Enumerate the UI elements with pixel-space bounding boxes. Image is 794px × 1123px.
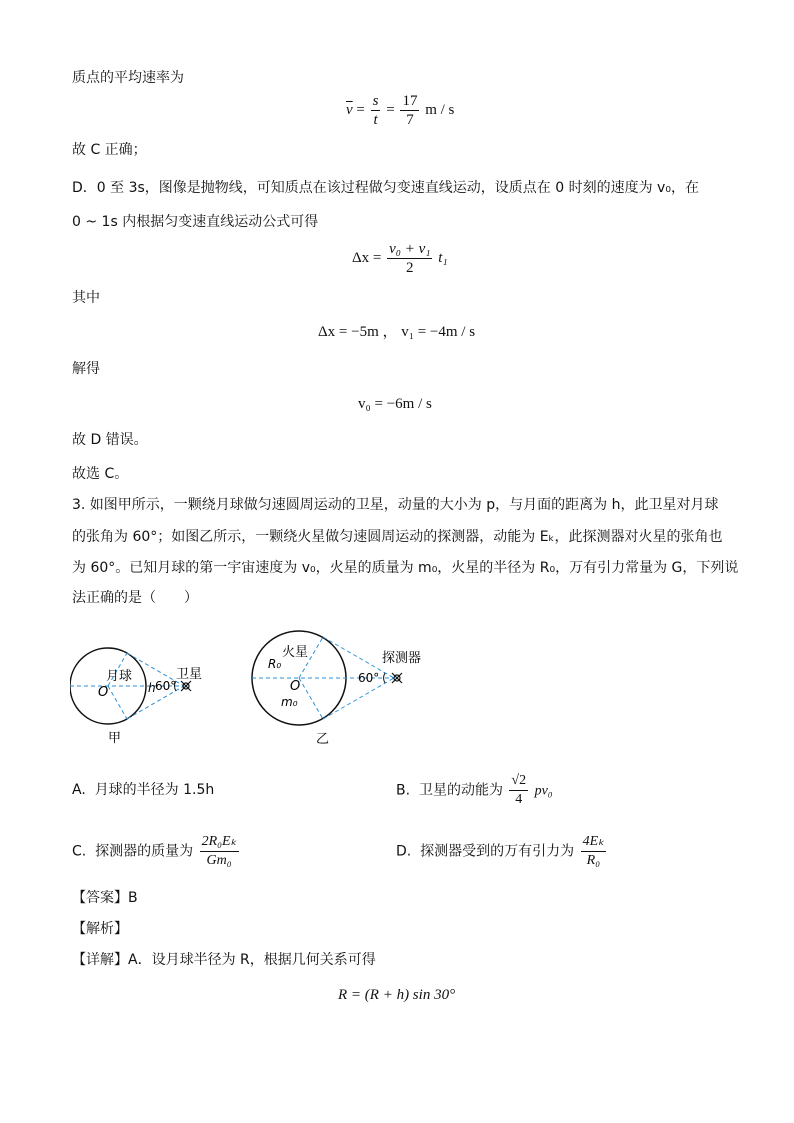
center-o-label: O bbox=[290, 679, 301, 694]
d-line-2: 0 ~ 1s 内根据匀变速直线运动公式可得 bbox=[72, 214, 319, 230]
solve-label: 解得 bbox=[72, 361, 100, 377]
probe-label: 探测器 bbox=[382, 651, 422, 666]
answer-value: B bbox=[128, 890, 138, 906]
c-correct: 故 C 正确； bbox=[72, 142, 147, 158]
option-d-fraction: $\frac{\text{4Eₖ}}{\text{R₀}}$ bbox=[582, 834, 605, 868]
detail-tag: 【详解】 bbox=[72, 952, 128, 968]
avg-rate-label: 质点的平均速率为 bbox=[72, 70, 184, 86]
values-equation: Δx = −5m ， v₁ = −4m / s bbox=[318, 324, 476, 340]
dx-equation: Δx = $\frac{\text{v₀ + v₁}}{2}$ t₁ bbox=[352, 241, 448, 276]
figure-yi bbox=[248, 622, 438, 750]
question-line-3: 为 60°。已知月球的第一宇宙速度为 v₀，火星的质量为 m₀，火星的半径为 R₀，万有引力常量为 G，下列说 bbox=[72, 560, 739, 576]
center-o-label: O bbox=[98, 685, 109, 700]
satellite-icon bbox=[181, 681, 191, 691]
option-c-fraction: $\frac{\text{2R₀Eₖ}}{\text{Gm₀}}$ bbox=[201, 834, 237, 868]
radius-label: R₀ bbox=[268, 657, 282, 671]
caption-yi: 乙 bbox=[316, 732, 330, 747]
caption-jia: 甲 bbox=[108, 731, 122, 746]
angle-label: 60° bbox=[358, 671, 380, 685]
detail-text: A．设月球半径为 R，根据几何关系可得 bbox=[128, 952, 376, 968]
v-bar: $\overline{v}$ bbox=[346, 101, 353, 118]
h-label: h bbox=[148, 681, 156, 695]
angle-arc bbox=[384, 673, 385, 683]
d-line-1: D．0 至 3s，图像是抛物线，可知质点在该过程做匀变速直线运动，设质点在 0 时刻的速度为 v₀，在 bbox=[72, 180, 699, 196]
satellite-label: 卫星 bbox=[176, 667, 203, 682]
moon-label: 月球 bbox=[106, 669, 133, 684]
unit: m / s bbox=[425, 101, 455, 118]
option-c: C. 探测器的质量为 $\frac{\text{2R₀Eₖ}}{\text{Gm₀}}$ bbox=[72, 834, 237, 868]
detail-line bbox=[72, 950, 376, 970]
avg-rate-equation: $\overline{v}$ = $\frac{s}{t}$ = $\frac{17}{7}$ m / s bbox=[346, 93, 455, 128]
option-a: A. 月球的半径为 1.5h bbox=[72, 782, 215, 798]
option-d: D. 探测器受到的万有引力为 $\frac{\text{4Eₖ}}{\text{R₀}}$ bbox=[396, 834, 605, 868]
question-line-2: 的张角为 60°；如图乙所示，一颗绕火星做匀速圆周运动的探测器，动能为 Eₖ，此探测器对火星的张角也 bbox=[72, 529, 723, 545]
value-fraction: $\frac{17}{7}$ bbox=[402, 93, 418, 128]
v0-equation: v₀ = −6m / s bbox=[358, 396, 432, 412]
radius-lower bbox=[108, 686, 127, 719]
analysis-tag: 【解析】 bbox=[72, 921, 128, 937]
mass-label: m₀ bbox=[281, 695, 298, 709]
detail-equation: R = (R + h) sin 30° bbox=[338, 987, 456, 1003]
dx-fraction: $\frac{\text{v₀ + v₁}}{2}$ bbox=[389, 241, 431, 276]
question-line-1: 3. 如图甲所示，一颗绕月球做匀速圆周运动的卫星，动量的大小为 p，与月面的距离为 h，此卫星对月球 bbox=[72, 497, 719, 513]
figure-jia bbox=[70, 630, 220, 748]
choose-c: 故选 C。 bbox=[72, 466, 129, 482]
option-b: B. 卫星的动能为 $\frac{√2}{4}$ pv₀ bbox=[396, 773, 553, 807]
radius-lower bbox=[299, 678, 323, 719]
d-wrong: 故 D 错误。 bbox=[72, 432, 148, 448]
answer-line bbox=[72, 888, 138, 908]
option-b-fraction: $\frac{√2}{4}$ bbox=[511, 773, 527, 807]
answer-tag: 【答案】 bbox=[72, 890, 128, 906]
s-over-t: $\frac{s}{t}$ bbox=[372, 93, 379, 128]
angle-label: 60° bbox=[155, 679, 177, 693]
probe-icon bbox=[392, 673, 402, 683]
mars-label: 火星 bbox=[282, 645, 309, 660]
question-line-4: 法正确的是（ ） bbox=[72, 590, 198, 606]
where-label: 其中 bbox=[72, 290, 100, 306]
